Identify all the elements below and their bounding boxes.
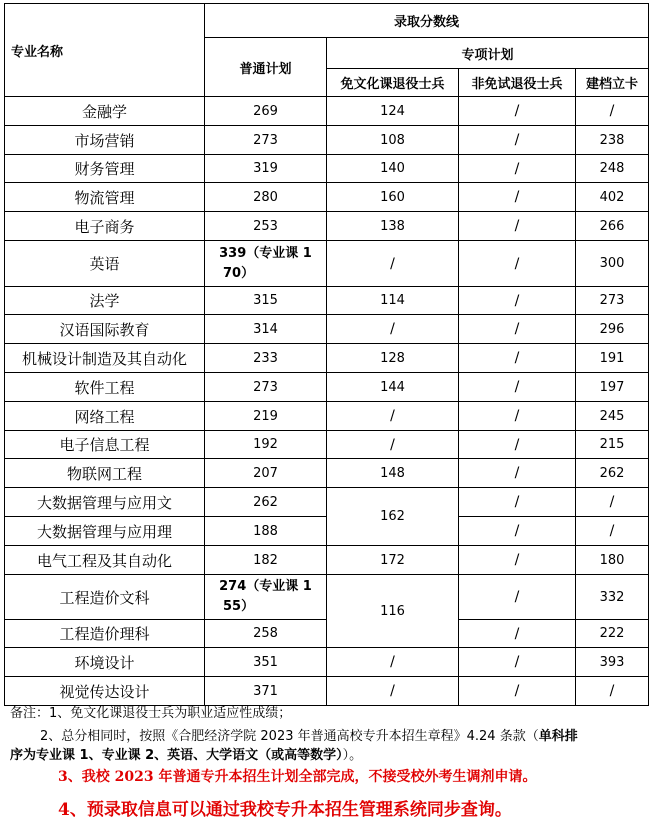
table-row — [5, 344, 649, 373]
veteran-nonexempt-score: / — [459, 241, 576, 287]
veteran-exempt-score: 124 — [327, 97, 459, 126]
veteran-nonexempt-score: / — [459, 155, 576, 183]
poverty-score: 332 — [576, 575, 649, 620]
regular-score: 315 — [205, 287, 327, 315]
regular-score-line2: 70） — [223, 265, 255, 281]
table-row — [5, 459, 649, 488]
veteran-exempt-score: 114 — [327, 287, 459, 315]
table-row — [5, 155, 649, 183]
major-name: 英语 — [5, 241, 205, 287]
note-3: 3、我校 2023 年普通专升本招生计划全部完成，不接受校外考生调剂申请。 — [58, 769, 537, 785]
regular-score: 273 — [205, 373, 327, 402]
poverty-score: / — [576, 488, 649, 517]
regular-score: 314 — [205, 315, 327, 344]
major-name: 法学 — [5, 287, 205, 315]
veteran-exempt-score: / — [327, 677, 459, 706]
major-name-header: 专业名称 — [5, 4, 205, 97]
poverty-score: 191 — [576, 344, 649, 373]
table-row — [5, 212, 649, 241]
major-name: 网络工程 — [5, 402, 205, 431]
regular-score: 233 — [205, 344, 327, 373]
major-name: 物联网工程 — [5, 459, 205, 488]
major-name: 汉语国际教育 — [5, 315, 205, 344]
veteran-nonexempt-score: / — [459, 315, 576, 344]
poverty-score: 197 — [576, 373, 649, 402]
veteran-nonexempt-score: / — [459, 488, 576, 517]
major-name: 软件工程 — [5, 373, 205, 402]
veteran-exempt-score: / — [327, 241, 459, 287]
veteran-nonexempt-score: / — [459, 97, 576, 126]
veteran-exempt-header: 免文化课退役士兵 — [327, 69, 459, 97]
veteran-nonexempt-score: / — [459, 517, 576, 546]
regular-plan-header: 普通计划 — [205, 38, 327, 97]
poverty-score: 215 — [576, 431, 649, 459]
table-row — [5, 287, 649, 315]
regular-score: 269 — [205, 97, 327, 126]
table-row — [5, 126, 649, 155]
table-row — [5, 241, 649, 287]
veteran-exempt-score: 148 — [327, 459, 459, 488]
regular-score: 319 — [205, 155, 327, 183]
regular-score: 188 — [205, 517, 327, 546]
veteran-exempt-score: / — [327, 431, 459, 459]
poverty-score: 180 — [576, 546, 649, 575]
veteran-nonexempt-score: / — [459, 402, 576, 431]
table-row — [5, 183, 649, 212]
major-name: 机械设计制造及其自动化 — [5, 344, 205, 373]
veteran-nonexempt-score: / — [459, 620, 576, 648]
veteran-nonexempt-score: / — [459, 575, 576, 620]
major-name: 电气工程及其自动化 — [5, 546, 205, 575]
note-2-text: 2、总分相同时，按照《合肥经济学院 2023 年普通高校专升本招生章程》4.24 条款（ — [40, 729, 539, 744]
regular-score-line1: 339（专业课 1 — [219, 245, 312, 261]
regular-score-line2: 55） — [223, 599, 255, 614]
veteran-exempt-score: / — [327, 402, 459, 431]
note-2 — [40, 725, 658, 744]
veteran-nonexempt-score: / — [459, 373, 576, 402]
major-name: 财务管理 — [5, 155, 205, 183]
table-row — [5, 431, 649, 459]
major-name: 大数据管理与应用理 — [5, 517, 205, 546]
regular-score: 273 — [205, 126, 327, 155]
veteran-nonexempt-score: / — [459, 648, 576, 677]
major-name: 电子信息工程 — [5, 431, 205, 459]
major-name: 大数据管理与应用文 — [5, 488, 205, 517]
table-row — [5, 315, 649, 344]
veteran-nonexempt-score: / — [459, 431, 576, 459]
poverty-score: 262 — [576, 459, 649, 488]
major-name: 视觉传达设计 — [5, 677, 205, 706]
veteran-nonexempt-score: / — [459, 183, 576, 212]
regular-score: 182 — [205, 546, 327, 575]
note-2-end: ）。 — [342, 748, 363, 763]
regular-score: 351 — [205, 648, 327, 677]
poverty-score: 300 — [576, 241, 649, 287]
major-name: 市场营销 — [5, 126, 205, 155]
major-name: 物流管理 — [5, 183, 205, 212]
poverty-registered-header: 建档立卡 — [576, 69, 649, 97]
regular-score: 207 — [205, 459, 327, 488]
table-row — [5, 402, 649, 431]
veteran-exempt-score: 138 — [327, 212, 459, 241]
poverty-score: 248 — [576, 155, 649, 183]
table-row — [5, 546, 649, 575]
major-name: 电子商务 — [5, 212, 205, 241]
veteran-nonexempt-score: / — [459, 126, 576, 155]
major-name: 工程造价文科 — [5, 575, 205, 620]
veteran-exempt-score: 172 — [327, 546, 459, 575]
major-name: 环境设计 — [5, 648, 205, 677]
poverty-score: 245 — [576, 402, 649, 431]
table-row — [5, 97, 649, 126]
veteran-nonexempt-header: 非免试退役士兵 — [459, 69, 576, 97]
admission-score-table — [4, 3, 649, 706]
veteran-exempt-score: 116 — [327, 575, 459, 648]
veteran-nonexempt-score: / — [459, 546, 576, 575]
regular-score: 253 — [205, 212, 327, 241]
poverty-score: 238 — [576, 126, 649, 155]
score-line-header: 录取分数线 — [205, 4, 649, 38]
poverty-score: 296 — [576, 315, 649, 344]
table-row — [5, 648, 649, 677]
major-name: 工程造价理科 — [5, 620, 205, 648]
veteran-nonexempt-score: / — [459, 344, 576, 373]
poverty-score: 266 — [576, 212, 649, 241]
regular-score: 219 — [205, 402, 327, 431]
table-row — [5, 575, 649, 620]
note-4: 4、预录取信息可以通过我校专升本招生管理系统同步查询。 — [58, 800, 512, 820]
table-row — [5, 488, 649, 517]
note-2-bold: 单科排 — [538, 729, 578, 744]
regular-score — [205, 241, 327, 287]
poverty-score: 273 — [576, 287, 649, 315]
poverty-score: / — [576, 677, 649, 706]
veteran-nonexempt-score: / — [459, 212, 576, 241]
major-name: 金融学 — [5, 97, 205, 126]
regular-score: 192 — [205, 431, 327, 459]
note-2-bold-cont: 序为专业课 1、专业课 2、英语、大学语文（或高等数学） — [10, 748, 343, 763]
veteran-exempt-score: 162 — [327, 488, 459, 546]
poverty-score: 402 — [576, 183, 649, 212]
veteran-exempt-score: 128 — [327, 344, 459, 373]
regular-score: 258 — [205, 620, 327, 648]
veteran-nonexempt-score: / — [459, 677, 576, 706]
poverty-score: 393 — [576, 648, 649, 677]
veteran-exempt-score: 140 — [327, 155, 459, 183]
regular-score-line1: 274（专业课 1 — [219, 579, 312, 594]
regular-score: 262 — [205, 488, 327, 517]
poverty-score: / — [576, 517, 649, 546]
table-row — [5, 373, 649, 402]
note-2-continued — [10, 744, 650, 763]
veteran-exempt-score: / — [327, 648, 459, 677]
veteran-nonexempt-score: / — [459, 287, 576, 315]
regular-score — [205, 575, 327, 620]
veteran-exempt-score: / — [327, 315, 459, 344]
veteran-exempt-score: 160 — [327, 183, 459, 212]
regular-score: 280 — [205, 183, 327, 212]
special-plan-header: 专项计划 — [327, 38, 649, 69]
veteran-exempt-score: 144 — [327, 373, 459, 402]
regular-score: 371 — [205, 677, 327, 706]
poverty-score: 222 — [576, 620, 649, 648]
note-1: 备注：1、免文化课退役士兵为职业适应性成绩； — [10, 706, 292, 721]
veteran-nonexempt-score: / — [459, 459, 576, 488]
veteran-exempt-score: 108 — [327, 126, 459, 155]
poverty-score: / — [576, 97, 649, 126]
